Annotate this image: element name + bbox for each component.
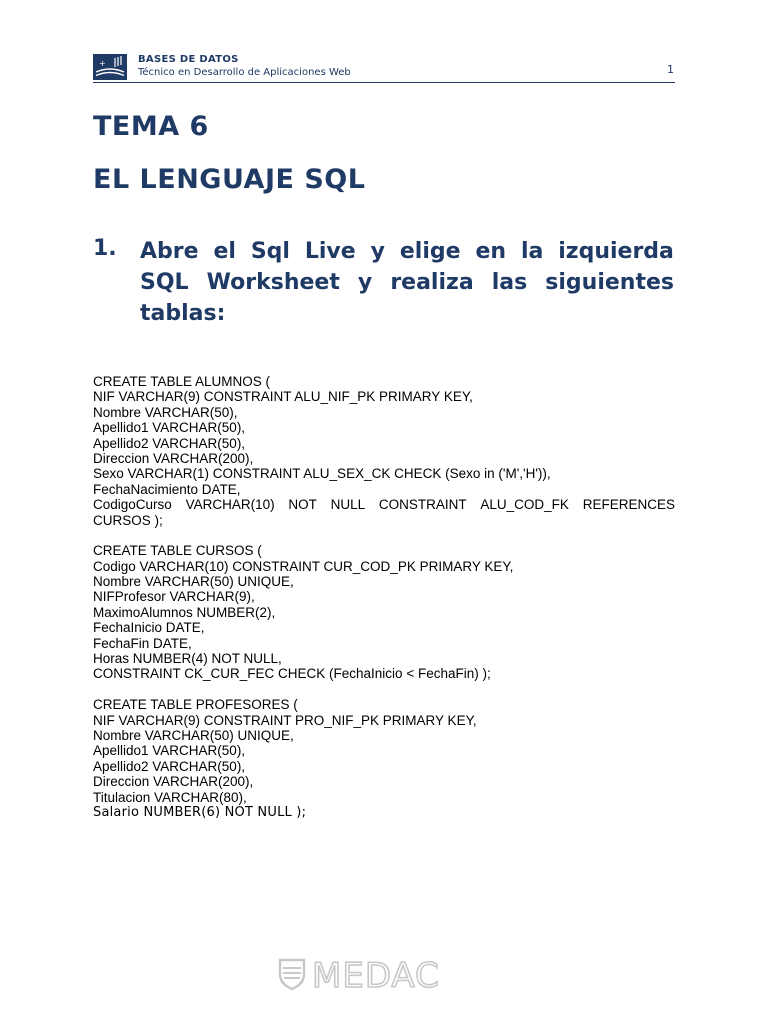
page-number: 1 — [667, 63, 674, 76]
code-line: NIFProfesor VARCHAR(9), — [93, 589, 255, 605]
question-word: en — [475, 239, 507, 264]
block-gap — [93, 528, 675, 543]
code-line: CONSTRAINT CK_CUR_FEC CHECK (FechaInicio < FechaFin) ); — [93, 666, 491, 682]
code-line: FechaNacimiento DATE, — [93, 481, 241, 497]
code-word: CodigoCurso — [93, 497, 172, 513]
code-line: CREATE TABLE PROFESORES ( — [93, 697, 298, 713]
code-word: REFERENCES — [582, 497, 675, 513]
header-subtitle: Técnico en Desarrollo de Aplicaciones Web — [138, 67, 351, 78]
code-line: Apellido2 VARCHAR(50), — [93, 758, 246, 774]
code-line: FechaFin DATE, — [93, 635, 192, 651]
code-line: FechaInicio DATE, — [93, 620, 205, 636]
question-word: Worksheet — [206, 270, 340, 295]
question-word: Abre — [140, 239, 199, 264]
code-line: Titulacion VARCHAR(80), — [93, 789, 247, 805]
question-word: y — [357, 270, 373, 295]
chapter-title: EL LENGUAJE SQL — [93, 164, 366, 195]
code-word: NULL — [330, 497, 366, 513]
code-line: Apellido1 VARCHAR(50), — [93, 420, 246, 436]
block-gap — [93, 682, 675, 697]
question-word: Sql — [250, 239, 290, 264]
sql-code — [93, 374, 675, 820]
code-line: Nombre VARCHAR(50) UNIQUE, — [93, 574, 294, 590]
question-line — [140, 267, 674, 298]
question-line — [140, 298, 674, 329]
medac-footer-logo — [278, 956, 478, 992]
code-line: CREATE TABLE CURSOS ( — [93, 543, 262, 559]
code-word: VARCHAR(10) — [185, 497, 275, 513]
header-title: BASES DE DATOS — [138, 54, 239, 65]
question-text — [140, 236, 674, 329]
question-word: elige — [399, 239, 461, 264]
question-word: la — [520, 239, 544, 264]
code-line: Apellido1 VARCHAR(50), — [93, 743, 246, 759]
question-word: Live — [304, 239, 356, 264]
code-line: MaximoAlumnos NUMBER(2), — [93, 604, 276, 620]
medac-emblem-icon — [93, 54, 127, 80]
code-line: Direccion VARCHAR(200), — [93, 450, 254, 466]
code-line: NIF VARCHAR(9) CONSTRAINT ALU_NIF_PK PRIMARY KEY, — [93, 389, 473, 405]
question-word: siguientes — [545, 270, 674, 295]
code-line — [93, 497, 675, 512]
question-word: tablas: — [140, 301, 226, 326]
code-line: Direccion VARCHAR(200), — [93, 774, 254, 790]
code-word: CONSTRAINT — [378, 497, 467, 513]
code-line: CURSOS ); — [93, 512, 163, 528]
question-word: SQL — [140, 270, 189, 295]
svg-text:+: + — [99, 59, 106, 68]
question-number: 1. — [93, 236, 117, 261]
question-word: y — [370, 239, 385, 264]
code-line: Codigo VARCHAR(10) CONSTRAINT CUR_COD_PK PRIMARY KEY, — [93, 558, 514, 574]
question-word: realiza — [390, 270, 474, 295]
code-word: ALU_COD_FK — [480, 497, 569, 513]
code-line: Sexo VARCHAR(1) CONSTRAINT ALU_SEX_CK CHECK (Sexo in ('M','H')), — [93, 466, 551, 482]
code-line: Salario NUMBER(6) NOT NULL ); — [93, 804, 307, 820]
code-line: Horas NUMBER(4) NOT NULL, — [93, 651, 282, 667]
question-line — [140, 236, 674, 267]
code-line: CREATE TABLE ALUMNOS ( — [93, 374, 271, 389]
question-word: el — [213, 239, 236, 264]
code-word: NOT — [288, 497, 317, 513]
page-header — [93, 52, 675, 83]
code-line: NIF VARCHAR(9) CONSTRAINT PRO_NIF_PK PRIMARY KEY, — [93, 712, 477, 728]
code-line: Apellido2 VARCHAR(50), — [93, 435, 246, 451]
question-word: izquierda — [558, 239, 674, 264]
question-word: las — [491, 270, 528, 295]
code-line: Nombre VARCHAR(50), — [93, 404, 238, 420]
footer-brand: MEDAC — [312, 956, 440, 992]
tema-heading: TEMA 6 — [93, 111, 209, 142]
code-line: Nombre VARCHAR(50) UNIQUE, — [93, 727, 294, 743]
